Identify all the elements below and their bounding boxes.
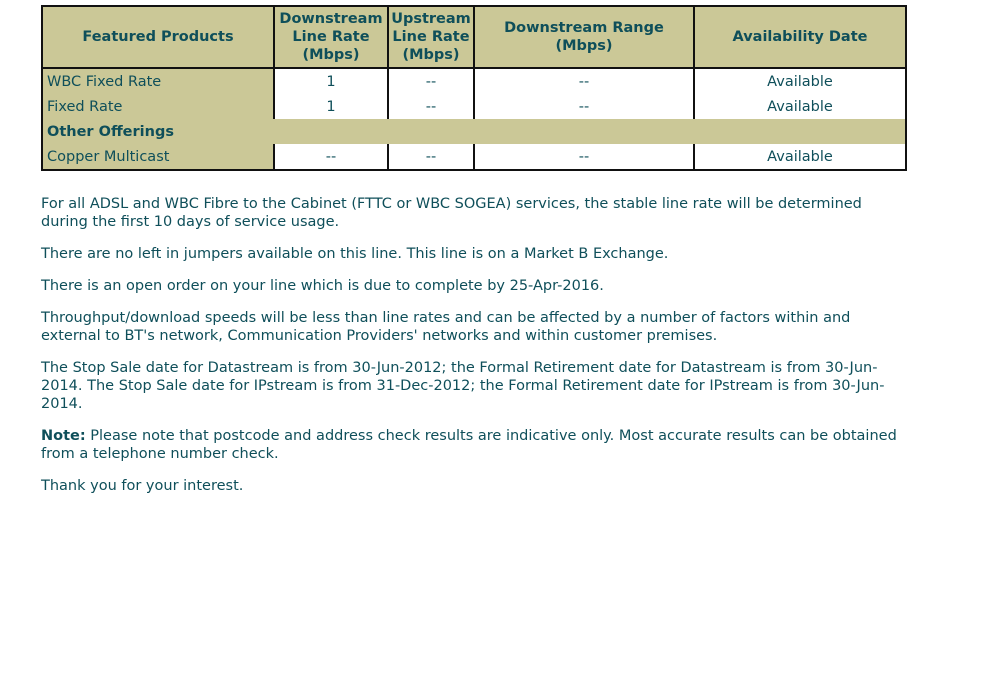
section-filler [274, 119, 906, 144]
header-downstream-range [474, 6, 694, 68]
note-open-order: There is an open order on your line which is due to complete by 25-Apr-2016. [41, 278, 604, 294]
header-text: (Mbps) [302, 47, 360, 63]
results-container [41, 5, 905, 509]
note-indicative [41, 427, 905, 463]
header-text: Downstream [279, 11, 383, 27]
note-throughput: Throughput/download speeds will be less than line rates and can be affected by a number of factors within and external to BT's network, Communication Providers' networks and within customer premises. [41, 310, 851, 344]
availability-cell: Available [694, 68, 906, 94]
table-row [42, 68, 906, 94]
availability-cell: Available [694, 144, 906, 170]
header-text: Downstream Range [504, 20, 664, 36]
header-availability-date: Availability Date [694, 6, 906, 68]
header-text: (Mbps) [555, 38, 613, 54]
table-header-row [42, 6, 906, 68]
notes-section [41, 195, 905, 495]
section-row-other-offerings [42, 119, 906, 144]
header-downstream-line-rate [274, 6, 388, 68]
availability-cell: Available [694, 94, 906, 119]
downstream-rate-cell: -- [274, 144, 388, 170]
downstream-rate-cell: 1 [274, 94, 388, 119]
upstream-rate-cell: -- [388, 144, 474, 170]
table-row [42, 94, 906, 119]
note-label: Note: [41, 428, 86, 444]
section-title: Other Offerings [42, 119, 274, 144]
downstream-range-cell: -- [474, 94, 694, 119]
note-thank-you: Thank you for your interest. [41, 478, 244, 494]
upstream-rate-cell: -- [388, 94, 474, 119]
upstream-rate-cell: -- [388, 68, 474, 94]
downstream-range-cell: -- [474, 144, 694, 170]
downstream-rate-cell: 1 [274, 68, 388, 94]
header-text: Line Rate [392, 29, 470, 45]
header-text: (Mbps) [402, 47, 460, 63]
product-name: WBC Fixed Rate [42, 68, 274, 94]
header-featured-products: Featured Products [42, 6, 274, 68]
note-stop-sale: The Stop Sale date for Datastream is from 30-Jun-2012; the Formal Retirement date for Datastream is from 30-Jun-2014. The Stop Sale date for IPstream is from 31-Dec-2012; the Formal Retirement date for IPstream is from 30-Jun-2014. [41, 360, 885, 412]
product-name: Fixed Rate [42, 94, 274, 119]
product-name: Copper Multicast [42, 144, 274, 170]
note-line-rate: For all ADSL and WBC Fibre to the Cabinet (FTTC or WBC SOGEA) services, the stable line rate will be determined during the first 10 days of service usage. [41, 196, 862, 230]
note-indicative-text: Please note that postcode and address check results are indicative only. Most accurate results can be obtained from a telephone number check. [41, 428, 897, 462]
availability-table [41, 5, 907, 171]
note-jumpers: There are no left in jumpers available on this line. This line is on a Market B Exchange. [41, 246, 669, 262]
header-upstream-line-rate [388, 6, 474, 68]
downstream-range-cell: -- [474, 68, 694, 94]
header-text: Line Rate [292, 29, 370, 45]
header-text: Upstream [391, 11, 471, 27]
table-row [42, 144, 906, 170]
